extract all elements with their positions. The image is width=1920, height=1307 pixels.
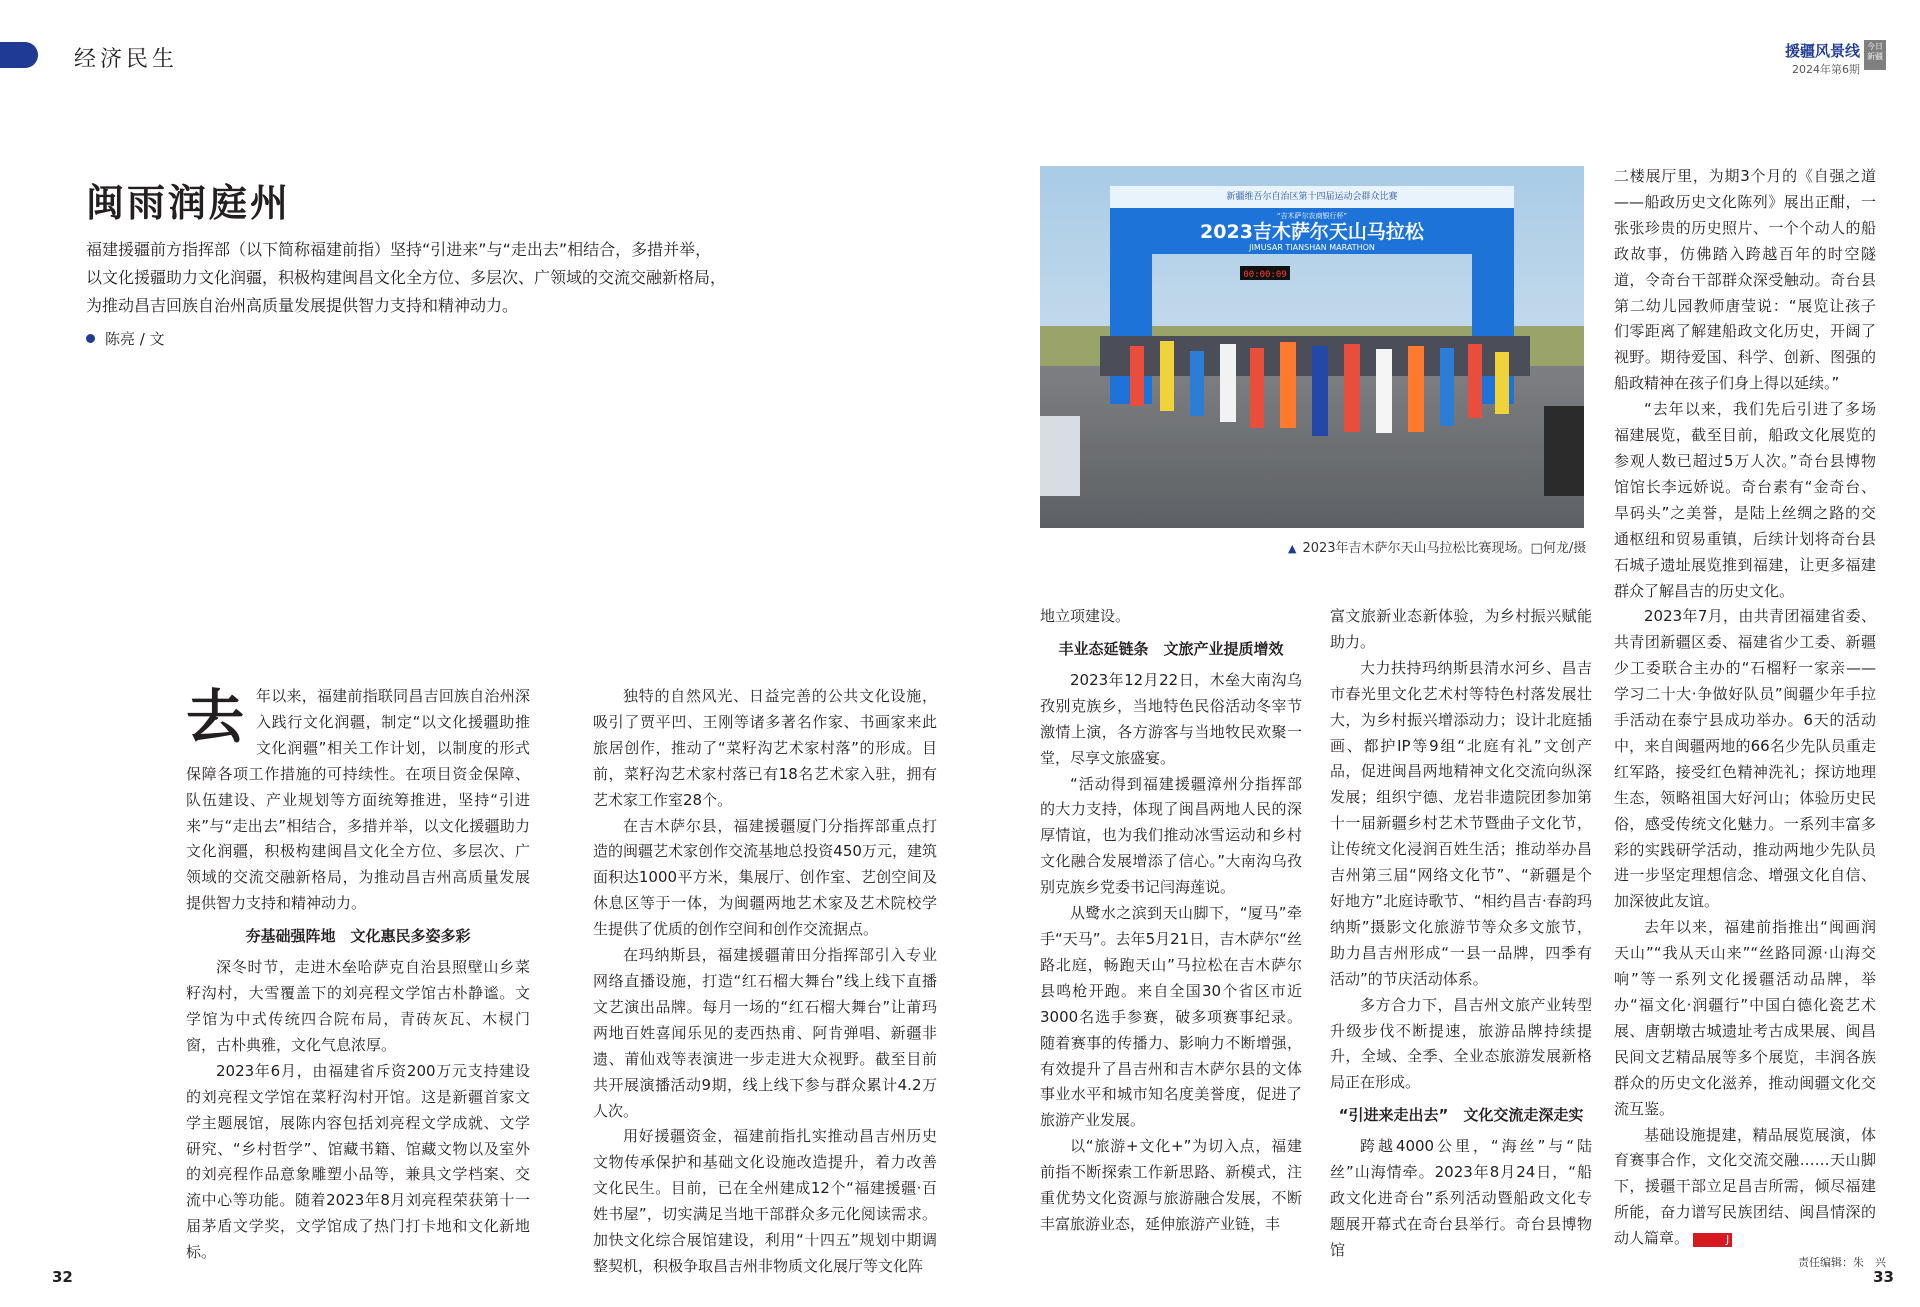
caption-triangle-icon: ▲ xyxy=(1288,542,1297,555)
paragraph: 地立项建设。 xyxy=(1040,607,1131,625)
paragraph: 独特的自然风光、日益完善的公共文化设施，吸引了贾平凹、王刚等诸多著名作家、书画家来此旅居创作，推动了“菜籽沟艺术家村落”的形成。目前，菜籽沟艺术家村落已有18名艺术家入驻，拥有艺术家工作室28个。 xyxy=(593,687,937,809)
paragraph: 去年以来，福建前指推出“闽画润天山”“我从天山来”“丝路同源·山海交响”等一系列文化援疆活动品牌，举办“福文化·润疆行”中国白德化瓷艺术展、唐朝墩古城遗址考古成果展、闽昌民间文艺精品展等多个展览，丰润各族群众的历史文化滋养，推动闽疆文化交流互鉴。 xyxy=(1614,918,1876,1118)
text-column-2 xyxy=(593,684,937,1280)
brand-title: 援疆风景线 xyxy=(1784,42,1860,60)
author-bullet-icon xyxy=(86,334,95,343)
photo-caption xyxy=(1288,537,1586,556)
text-column-4 xyxy=(1330,604,1592,1264)
paragraph: 基础设施提建，精品展览展演，体育赛事合作，文化交流交融……天山脚下，援疆干部立足昌吉所需，倾尽福建所能，奋力谱写民族团结、闽昌情深的动人篇章。 xyxy=(1614,1125,1876,1248)
paragraph: 富文旅新业态新体验，为乡村振兴赋能助力。 xyxy=(1330,607,1592,651)
paragraph: 二楼展厅里，为期3个月的《自强之道——船政历史文化陈列》展出正酣，一张张珍贵的历史照片、一个个动人的船政故事，仿佛踏入跨越百年的时空隧道，令奇台干部群众深受触动。奇台县第二幼儿园教师唐莹说：“展览让孩子们零距离了解建船政文化历史，开阔了视野。期待爱国、科学、创新、图强的船政精神在孩子们身上得以延续。” xyxy=(1614,167,1876,393)
photo-banner-title: 2023吉木萨尔天山马拉松 xyxy=(1200,221,1424,243)
magazine-brand xyxy=(1785,40,1860,77)
brand-logo-box: 今日新疆 xyxy=(1864,40,1886,70)
article-lead: 福建援疆前方指挥部（以下简称福建前指）坚持“引进来”与“走出去”相结合，多措并举，以文化援疆助力文化润疆，积极构建闽昌文化全方位、多层次、广领域的交流交融新格局，为推动昌吉回族自治州高质量发展提供智力支持和精神动力。 xyxy=(86,240,727,315)
paragraph: 2023年6月，由福建省斥资200万元支持建设的刘亮程文学馆在菜籽沟村开馆。这是新疆首家文学主题展馆，展陈内容包括刘亮程文学成就、文学研究、“乡村哲学”、馆藏书籍、馆藏文物以及室外的刘亮程作品意象雕塑小品等，兼具文学档案、交流中心等功能。随着2023年8月刘亮程荣获第十一届茅盾文学奖，文学馆成了热门打卡地和文化新地标。 xyxy=(186,1061,530,1262)
caption-text: 2023年吉木萨尔天山马拉松比赛现场。□何龙/摄 xyxy=(1302,541,1587,556)
paragraph: 以“旅游+文化+”为切入点，福建前指不断探索工作新思路、新模式，注重优势文化资源与旅游融合发展，不断丰富旅游业态，延伸旅游产业链，丰 xyxy=(1040,1137,1302,1233)
page-number-left: 32 xyxy=(52,1268,73,1286)
subheading: 丰业态延链条 文旅产业提质增效 xyxy=(1058,639,1284,658)
paragraph: 从鹭水之滨到天山脚下，“厦马”牵手“天马”。去年5月21日，吉木萨尔“丝路北庭，畅跑天山”马拉松在吉木萨尔县鸣枪开跑。来自全国30个省区市近3000名选手参赛，破多项赛事纪录。随着赛事的传播力、影响力不断增强，有效提升了昌吉州和吉木萨尔县的文体事业水平和城市知名度美誉度，促进了旅游产业发展。 xyxy=(1040,904,1302,1130)
marathon-photo xyxy=(1040,166,1584,528)
paragraph: 用好援疆资金，福建前指扎实推动昌吉州历史文物传承保护和基础文化设施改造提升，着力改善文化民生。目前，已在全州建成12个“福建援疆·百姓书屋”，切实满足当地干部群众多元化阅读需求。加快文化综合展馆建设，利用“十四五”规划中期调整契机，积极争取昌吉州非物质文化展厅等文化阵 xyxy=(593,1127,937,1275)
section-title: 经济民生 xyxy=(74,47,179,72)
photo-banner-en: JIMUSAR TIANSHAN MARATHON xyxy=(1249,243,1375,252)
article-author xyxy=(86,328,165,349)
paragraph: 大力扶持玛纳斯县清水河乡、昌吉市春光里文化艺术村等特色村落发展壮大，为乡村振兴增添动力；设计北庭插画、都护IP等9组“北庭有礼”文创产品，促进闽昌两地精神文化交流向纵深发展；组织宁德、龙岩非遗院团参加第十一届新疆乡村艺术节暨曲子文化节，让传统文化浸润百姓生活；推动举办昌吉州第三届“网络文化节”、“新疆是个好地方”北庭诗歌节、“相约昌吉·春韵玛纳斯”摄影文化旅游节等众多文旅节，助力昌吉州形成“一县一品牌，四季有活动”的节庆活动体系。 xyxy=(1330,658,1592,988)
paragraph: “去年以来，我们先后引进了多场福建展览，截至目前，船政文化展览的参观人数已超过5万人次。”奇台县博物馆馆长李远娇说。奇台素有“金奇台、旱码头”之美誉，是陆上丝绸之路的交通枢纽和贸易重镇，后续计划将奇台县石城子遗址展览推到福建，让更多福建群众了解昌吉的历史文化。 xyxy=(1614,400,1876,600)
paragraph: “活动得到福建援疆漳州分指挥部的大力支持，体现了闽昌两地人民的深厚情谊，也为我们推动冰雪运动和乡村文化融合发展增添了信心。”大南沟乌孜别克族乡党委书记闫海莲说。 xyxy=(1040,774,1302,897)
end-mark-icon: J xyxy=(1693,1233,1732,1247)
photo-banner-line1: 新疆维吾尔自治区第十四届运动会群众比赛 xyxy=(1226,192,1398,202)
photo-banner-line2: “吉木萨尔农商银行杯” xyxy=(1276,212,1348,220)
drop-cap: 去 xyxy=(186,683,245,751)
subheading: 夯基础强阵地 文化惠民多姿多彩 xyxy=(245,927,471,946)
paragraph: 年以来，福建前指联同昌吉回族自治州深入践行文化润疆，制定“以文化援疆助推文化润疆”相关工作计划，以制度的形式保障各项工作措施的可持续性。在项目资金保障、队伍建设、产业规划等方面统筹推进，坚持“引进来”与“走出去”相结合，多措并举，以文化援疆助力文化润疆，积极构建闽昌文化全方位、多层次、广领域的交流交融新格局，为推动昌吉州高质量发展提供智力支持和精神动力。 xyxy=(186,687,530,913)
paragraph: 在玛纳斯县，福建援疆莆田分指挥部引入专业网络直播设施，打造“红石榴大舞台”线上线下直播文艺演出品牌。每月一场的“红石榴大舞台”让莆玛两地百姓喜闻乐见的麦西热甫、阿肯弹唱、新疆非遗、莆仙戏等表演进一步走进大众视野。截至目前共开展演播活动9期，线上线下参与群众累计4.2万人次。 xyxy=(593,946,937,1120)
section-pill-marker xyxy=(0,42,38,68)
paragraph: 2023年7月，由共青团福建省委、共青团新疆区委、福建省少工委、新疆少工委联合主办的“石榴籽一家亲——学习二十大·争做好队员”闽疆少年手拉手活动在泰宁县成功举办。6天的活动中，来自闽疆两地的66名少先队员重走红军路，接受红色精神洗礼；探访地理生态，领略祖国大好河山；体验历史民俗，感受传统文化魅力。一系列丰富多彩的实践研学活动，推动两地少先队员进一步坚定理想信念、增强文化自信、加深彼此友谊。 xyxy=(1614,607,1876,911)
author-name: 陈亮 / 文 xyxy=(105,330,165,348)
paragraph: 在吉木萨尔县，福建援疆厦门分指挥部重点打造的闽疆艺术家创作交流基地总投资450万元，建筑面积达1000平方米，集展厅、创作室、艺创空间及休息区等于一体，为闽疆两地艺术家及艺术院校学生提供了优质的创作空间和创作交流据点。 xyxy=(593,816,937,939)
brand-issue: 2024年第6期 xyxy=(1792,63,1860,76)
paragraph: 深冬时节，走进木垒哈萨克自治县照壁山乡菜籽沟村，大雪覆盖下的刘亮程文学馆古朴静谧。文学馆为中式传统四合院布局，青砖灰瓦、木棂门窗，古朴典雅，文化气息浓厚。 xyxy=(186,958,530,1054)
text-column-5 xyxy=(1614,164,1876,1252)
text-column-1 xyxy=(186,684,530,1266)
responsible-editor: 责任编辑：朱 兴 xyxy=(1798,1256,1886,1269)
paragraph: 跨越4000公里，“海丝”与“陆丝”山海情牵。2023年8月24日，“船政文化进奇台”系列活动暨船政文化专题展开幕式在奇台县举行。奇台县博物馆 xyxy=(1330,1137,1592,1259)
paragraph: 多方合力下，昌吉州文旅产业转型升级步伐不断提速，旅游品牌持续提升，全域、全季、全业态旅游发展新格局正在形成。 xyxy=(1330,995,1592,1092)
page-number-right: 33 xyxy=(1873,1268,1894,1286)
text-column-3 xyxy=(1040,604,1302,1238)
subheading: “引进来走出去” 文化交流走深走实 xyxy=(1338,1106,1584,1125)
paragraph: 2023年12月22日，木垒大南沟乌孜别克族乡，当地特色民俗活动冬宰节激情上演，各方游客与当地牧民欢聚一堂，尽享文旅盛宴。 xyxy=(1040,670,1302,767)
article-title: 闽雨润庭州 xyxy=(86,180,292,225)
photo-timer: 00:00:09 xyxy=(1243,270,1287,280)
